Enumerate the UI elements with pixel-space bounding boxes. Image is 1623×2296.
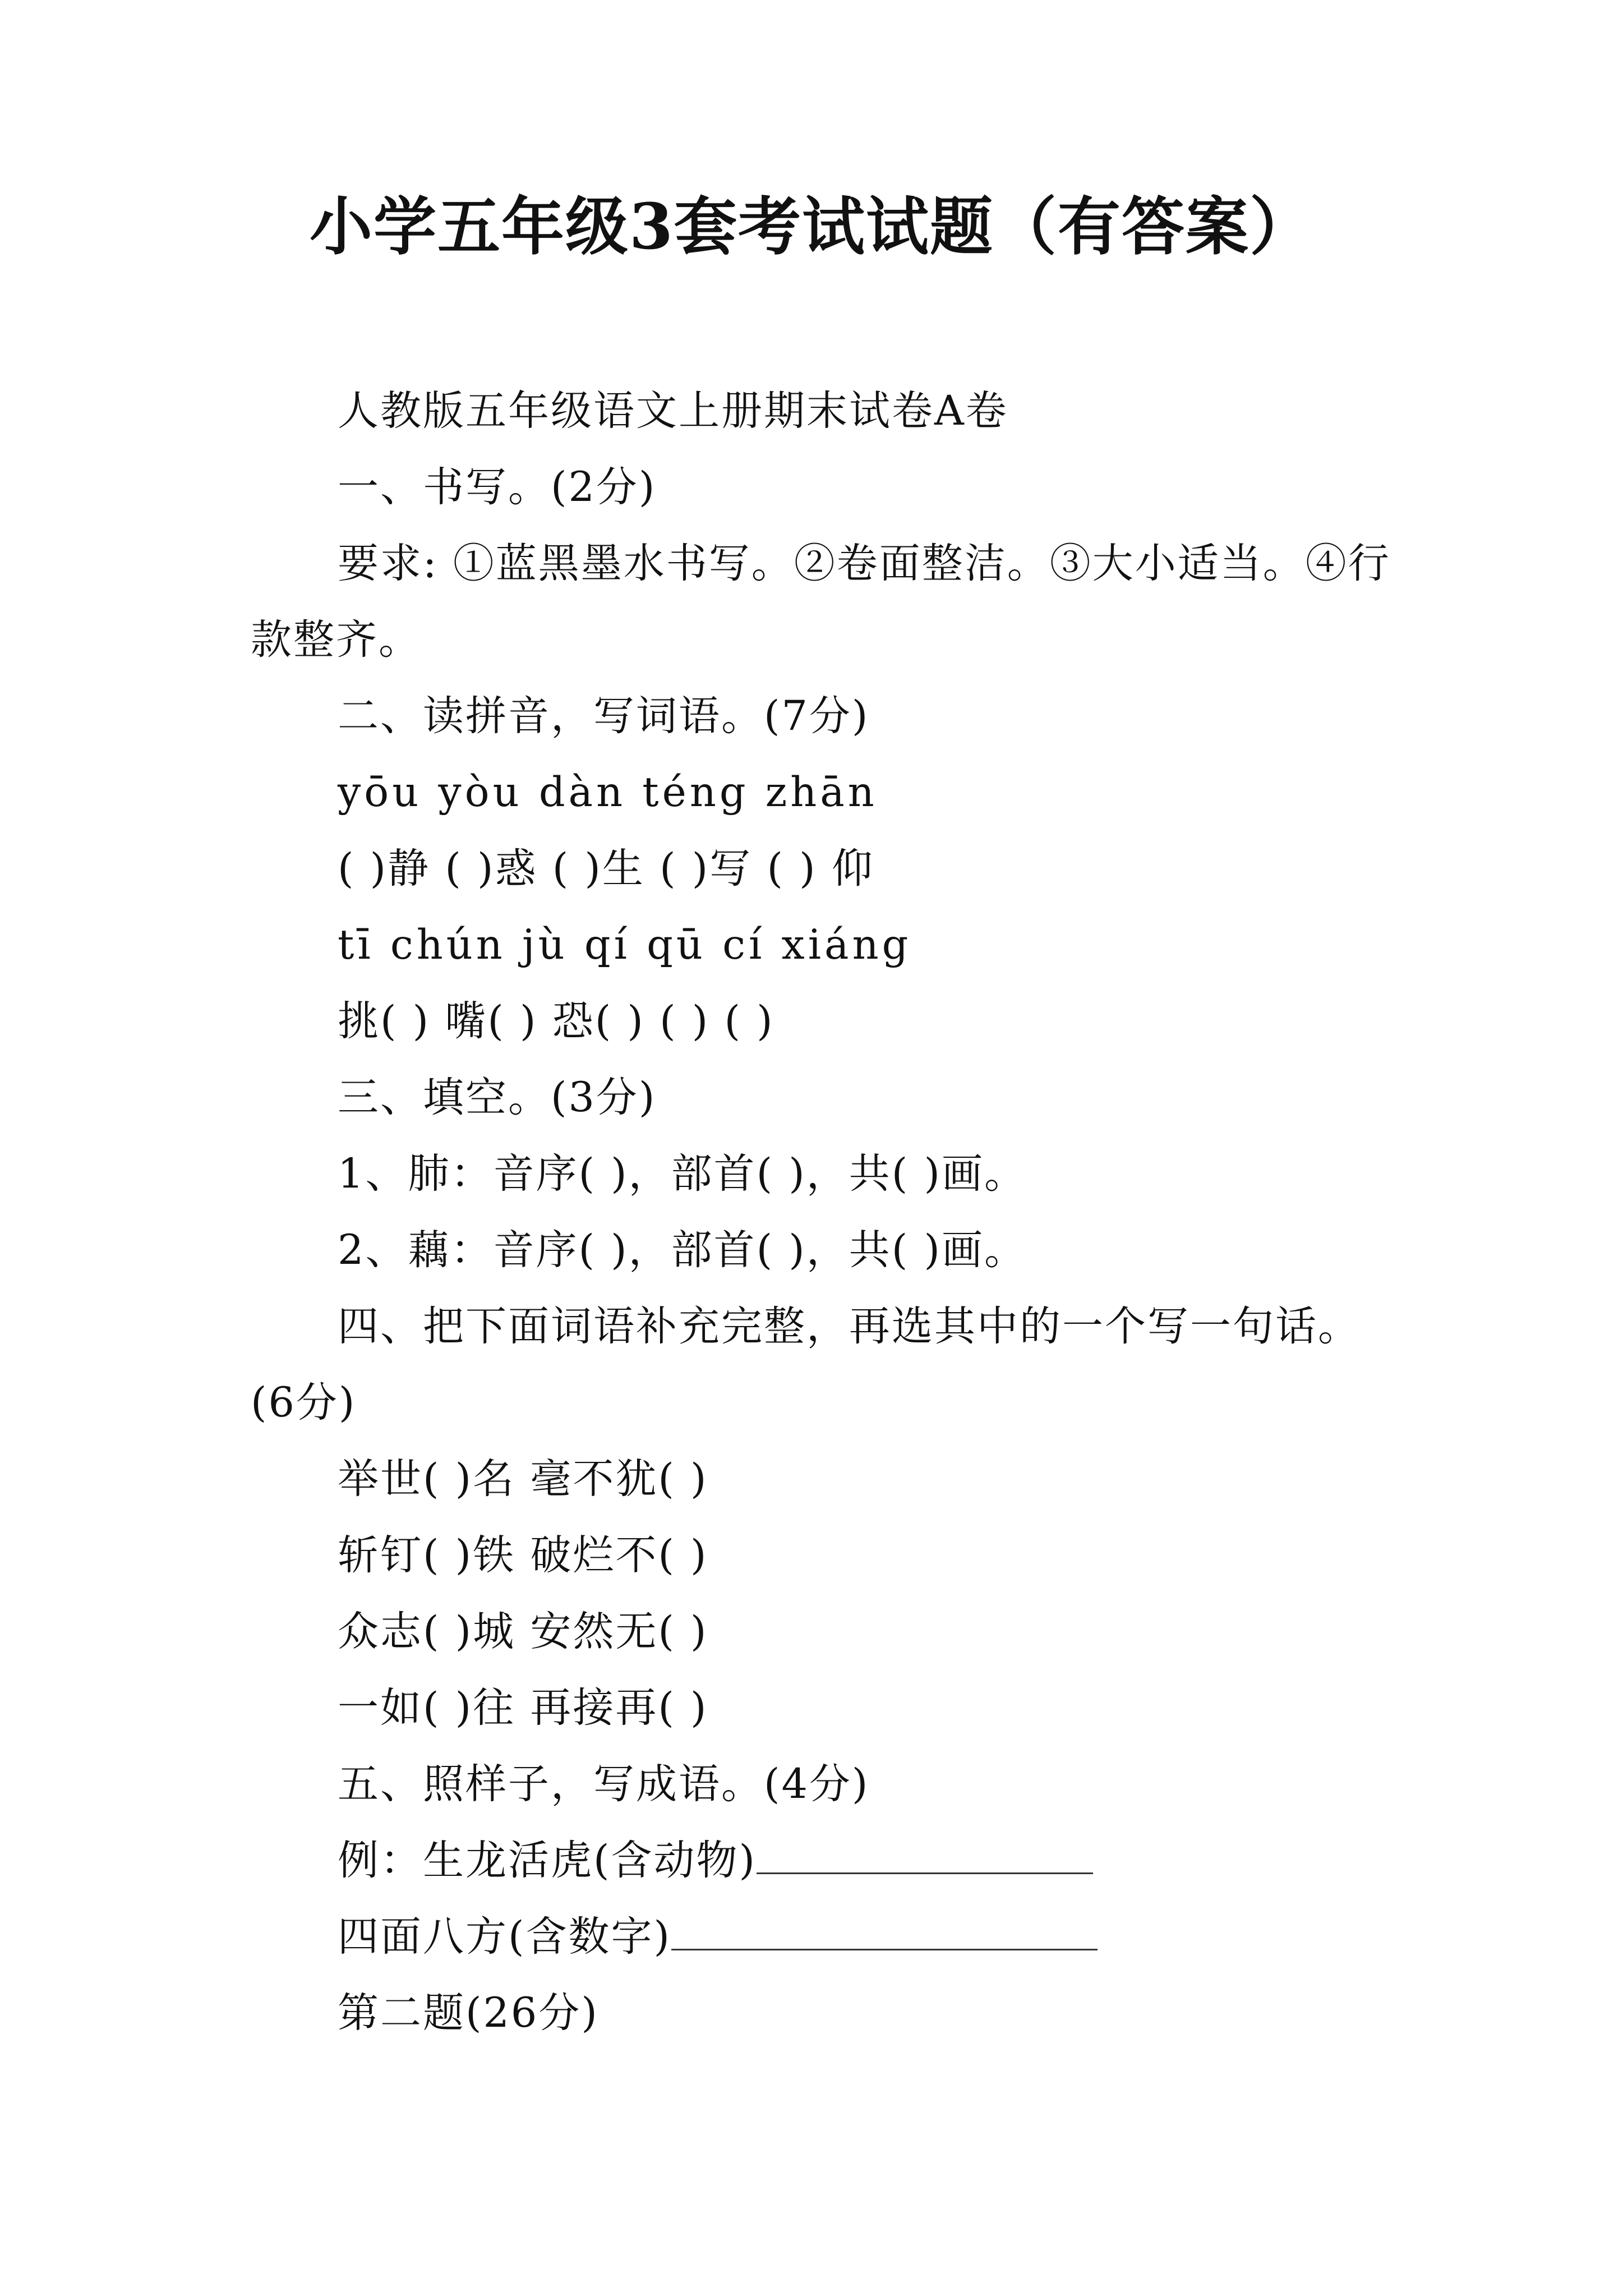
section-1-heading: 一、书写。(2分) xyxy=(338,463,657,511)
section-4-heading: 四、把下面词语补充完整，再选其中的一个写一句话。 xyxy=(338,1303,1361,1350)
idiom-row-2: 斩钉( )铁 破烂不( ) xyxy=(338,1531,708,1579)
document-body xyxy=(251,373,1391,2051)
section-5-heading: 五、照样子，写成语。(4分) xyxy=(338,1760,870,1808)
document-title: 小学五年级3套考试试题（有答案） xyxy=(310,190,1313,264)
number-idiom-row xyxy=(251,1899,1384,1975)
pinyin-row-2: tī chún jù qí qū cí xiáng xyxy=(338,921,912,969)
requirements-line-continued: 款整齐。 xyxy=(251,616,421,664)
answer-blank-line xyxy=(671,1910,1098,1950)
paper-subtitle: 人教版五年级语文上册期末试卷A卷 xyxy=(338,387,1008,435)
idiom-row-4: 一如( )往 再接再( ) xyxy=(338,1684,708,1732)
section-2-heading: 二、读拼音，写词语。(7分) xyxy=(338,692,870,740)
word-blanks-row-2: 挑( ) 嘴( ) 恐( ) ( ) ( ) xyxy=(338,997,774,1045)
idiom-row-3: 众志( )城 安然无( ) xyxy=(338,1608,708,1655)
example-row xyxy=(251,1823,1384,1899)
requirements-line: 要求: ①蓝黑墨水书写。②卷面整洁。③大小适当。④行 xyxy=(338,540,1391,587)
pinyin-row-1: yōu yòu dàn téng zhān xyxy=(338,769,878,816)
idiom-row-1: 举世( )名 毫不犹( ) xyxy=(338,1455,708,1503)
fill-item-2: 2、藕：音序( )，部首( )，共( )画。 xyxy=(338,1226,1027,1274)
fill-item-1: 1、肺：音序( )，部首( )，共( )画。 xyxy=(338,1150,1027,1198)
section-4-points: (6分) xyxy=(251,1379,357,1427)
number-idiom-text: 四面八方(含数字) xyxy=(338,1913,671,1961)
section-3-heading: 三、填空。(3分) xyxy=(338,1074,657,1121)
example-text: 例：生龙活虎(含动物) xyxy=(338,1837,757,1884)
part-two-heading: 第二题(26分) xyxy=(338,1989,599,2037)
answer-blank-line xyxy=(757,1833,1093,1874)
word-blanks-row-1: ( )静 ( )惑 ( )生 ( )写 ( ) 仰 xyxy=(338,845,874,892)
